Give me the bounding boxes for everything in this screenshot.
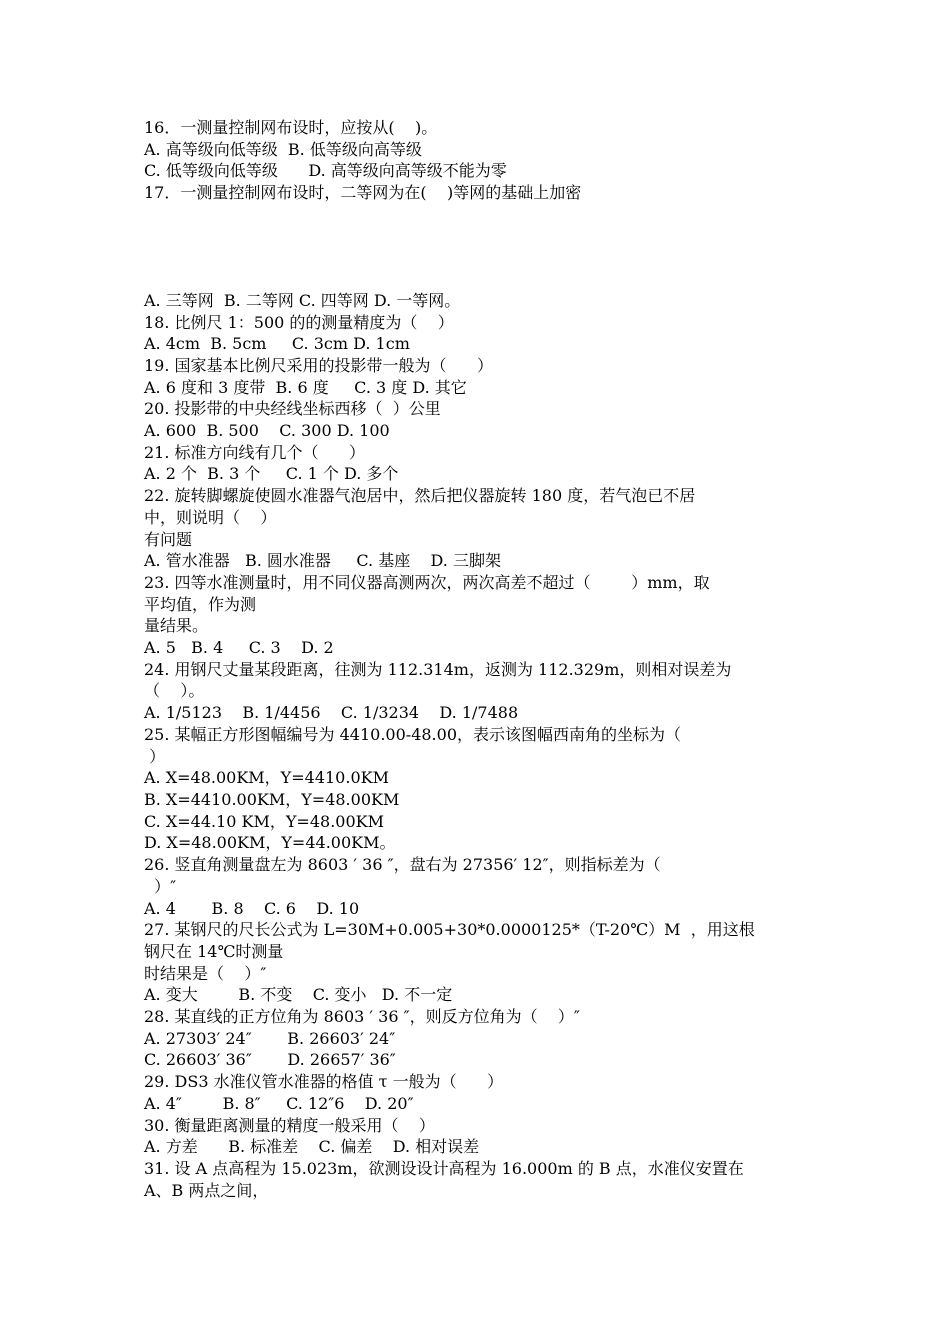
options-24: A. 1/5123 B. 1/4456 C. 1/3234 D. 1/7488 (144, 703, 519, 723)
question-29: 29. DS3 水准仪管水准器的格值 τ 一般为（ ） (144, 1072, 504, 1092)
question-23: 23. 四等水准测量时，用不同仪器高测两次，两次高差不超过（ ）mm，取 (144, 572, 710, 592)
options-22: A. 管水准器 B. 圆水准器 C. 基座 D. 三脚架 (144, 551, 501, 571)
question-27-cont2: 时结果是（ ）″ (144, 963, 267, 983)
question-21: 21. 标准方向线有几个（ ） (144, 442, 366, 462)
question-24: 24. 用钢尺丈量某段距离，往测为 112.314m，返测为 112.329m，则相对误差为 (144, 659, 732, 679)
question-26: 26. 竖直角测量盘左为 8603 ′ 36 ″，盘右为 27356′ 12″，则指标差为（ (144, 855, 661, 875)
options-17: A. 三等网 B. 二等网 C. 四等网 D. 一等网。 (144, 290, 461, 310)
options-23: A. 5 B. 4 C. 3 D. 2 (144, 638, 334, 658)
option-25-c: C. X=44.10 KM，Y=48.00KM (144, 811, 384, 831)
question-19: 19. 国家基本比例尺采用的投影带一般为（ ） (144, 355, 494, 375)
options-29: A. 4″ B. 8″ C. 12″6 D. 20″ (144, 1093, 414, 1113)
options-28-cd: C. 26603′ 36″ D. 26657′ 36″ (144, 1050, 396, 1070)
options-27: A. 变大 B. 不变 C. 变小 D. 不一定 (144, 985, 453, 1005)
options-20: A. 600 B. 500 C. 300 D. 100 (144, 421, 390, 441)
question-20: 20. 投影带的中央经线坐标西移（ ）公里 (144, 399, 441, 419)
question-27: 27. 某钢尺的尺长公式为 L=30M+0.005+30*0.0000125*（T-20℃）M ，用这根 (144, 920, 755, 940)
question-23-cont2: 量结果。 (144, 616, 209, 636)
question-25: 25. 某幅正方形图幅编号为 4410.00-48.00，表示该图幅西南角的坐标为（ (144, 724, 681, 744)
question-22-cont: 中，则说明（ ） (144, 507, 277, 527)
question-17: 17．一测量控制网布设时，二等网为在( )等网的基础上加密 (144, 183, 582, 203)
question-26-cont: ）″ (144, 876, 177, 896)
blank-space (144, 204, 814, 290)
question-18: 18. 比例尺 1：500 的的测量精度为（ ） (144, 312, 454, 332)
question-22: 22. 旋转脚螺旋使圆水准器气泡居中，然后把仪器旋转 180 度，若气泡已不居 (144, 486, 696, 506)
question-28: 28. 某直线的正方位角为 8603 ′ 36 ″，则反方位角为（ ）″ (144, 1007, 580, 1027)
options-28-ab: A. 27303′ 24″ B. 26603′ 24″ (144, 1028, 396, 1048)
option-25-d: D. X=48.00KM，Y=44.00KM。 (144, 833, 396, 853)
question-31: 31. 设 A 点高程为 15.023m，欲测设设计高程为 16.000m 的 B 点，水准仪安置在 (144, 1158, 744, 1178)
options-16-cd: C. 低等级向低等级 D. 高等级向高等级不能为零 (144, 161, 507, 181)
question-25-cont: ） (144, 746, 166, 766)
question-23-cont: 平均值，作为测 (144, 594, 257, 614)
question-31-cont: A、B 两点之间， (144, 1180, 269, 1200)
options-16-ab: A. 高等级向低等级 B. 低等级向高等级 (144, 139, 422, 159)
question-16: 16．一测量控制网布设时，应按从( )。 (144, 118, 438, 137)
option-25-b: B. X=4410.00KM，Y=48.00KM (144, 789, 400, 809)
document-page (144, 117, 814, 1201)
options-19: A. 6 度和 3 度带 B. 6 度 C. 3 度 D. 其它 (144, 377, 467, 397)
question-30: 30. 衡量距离测量的精度一般采用（ ） (144, 1115, 435, 1135)
question-24-cont: （ ）。 (144, 681, 205, 701)
question-27-cont: 钢尺在 14℃时测量 (144, 941, 284, 961)
option-25-a: A. X=48.00KM，Y=4410.0KM (144, 768, 389, 788)
options-30: A. 方差 B. 标准差 C. 偏差 D. 相对误差 (144, 1137, 480, 1157)
question-22-cont2: 有问题 (144, 529, 193, 549)
options-26: A. 4 B. 8 C. 6 D. 10 (144, 898, 360, 918)
options-18: A. 4cm B. 5cm C. 3cm D. 1cm (144, 334, 410, 354)
options-21: A. 2 个 B. 3 个 C. 1 个 D. 多个 (144, 464, 399, 484)
